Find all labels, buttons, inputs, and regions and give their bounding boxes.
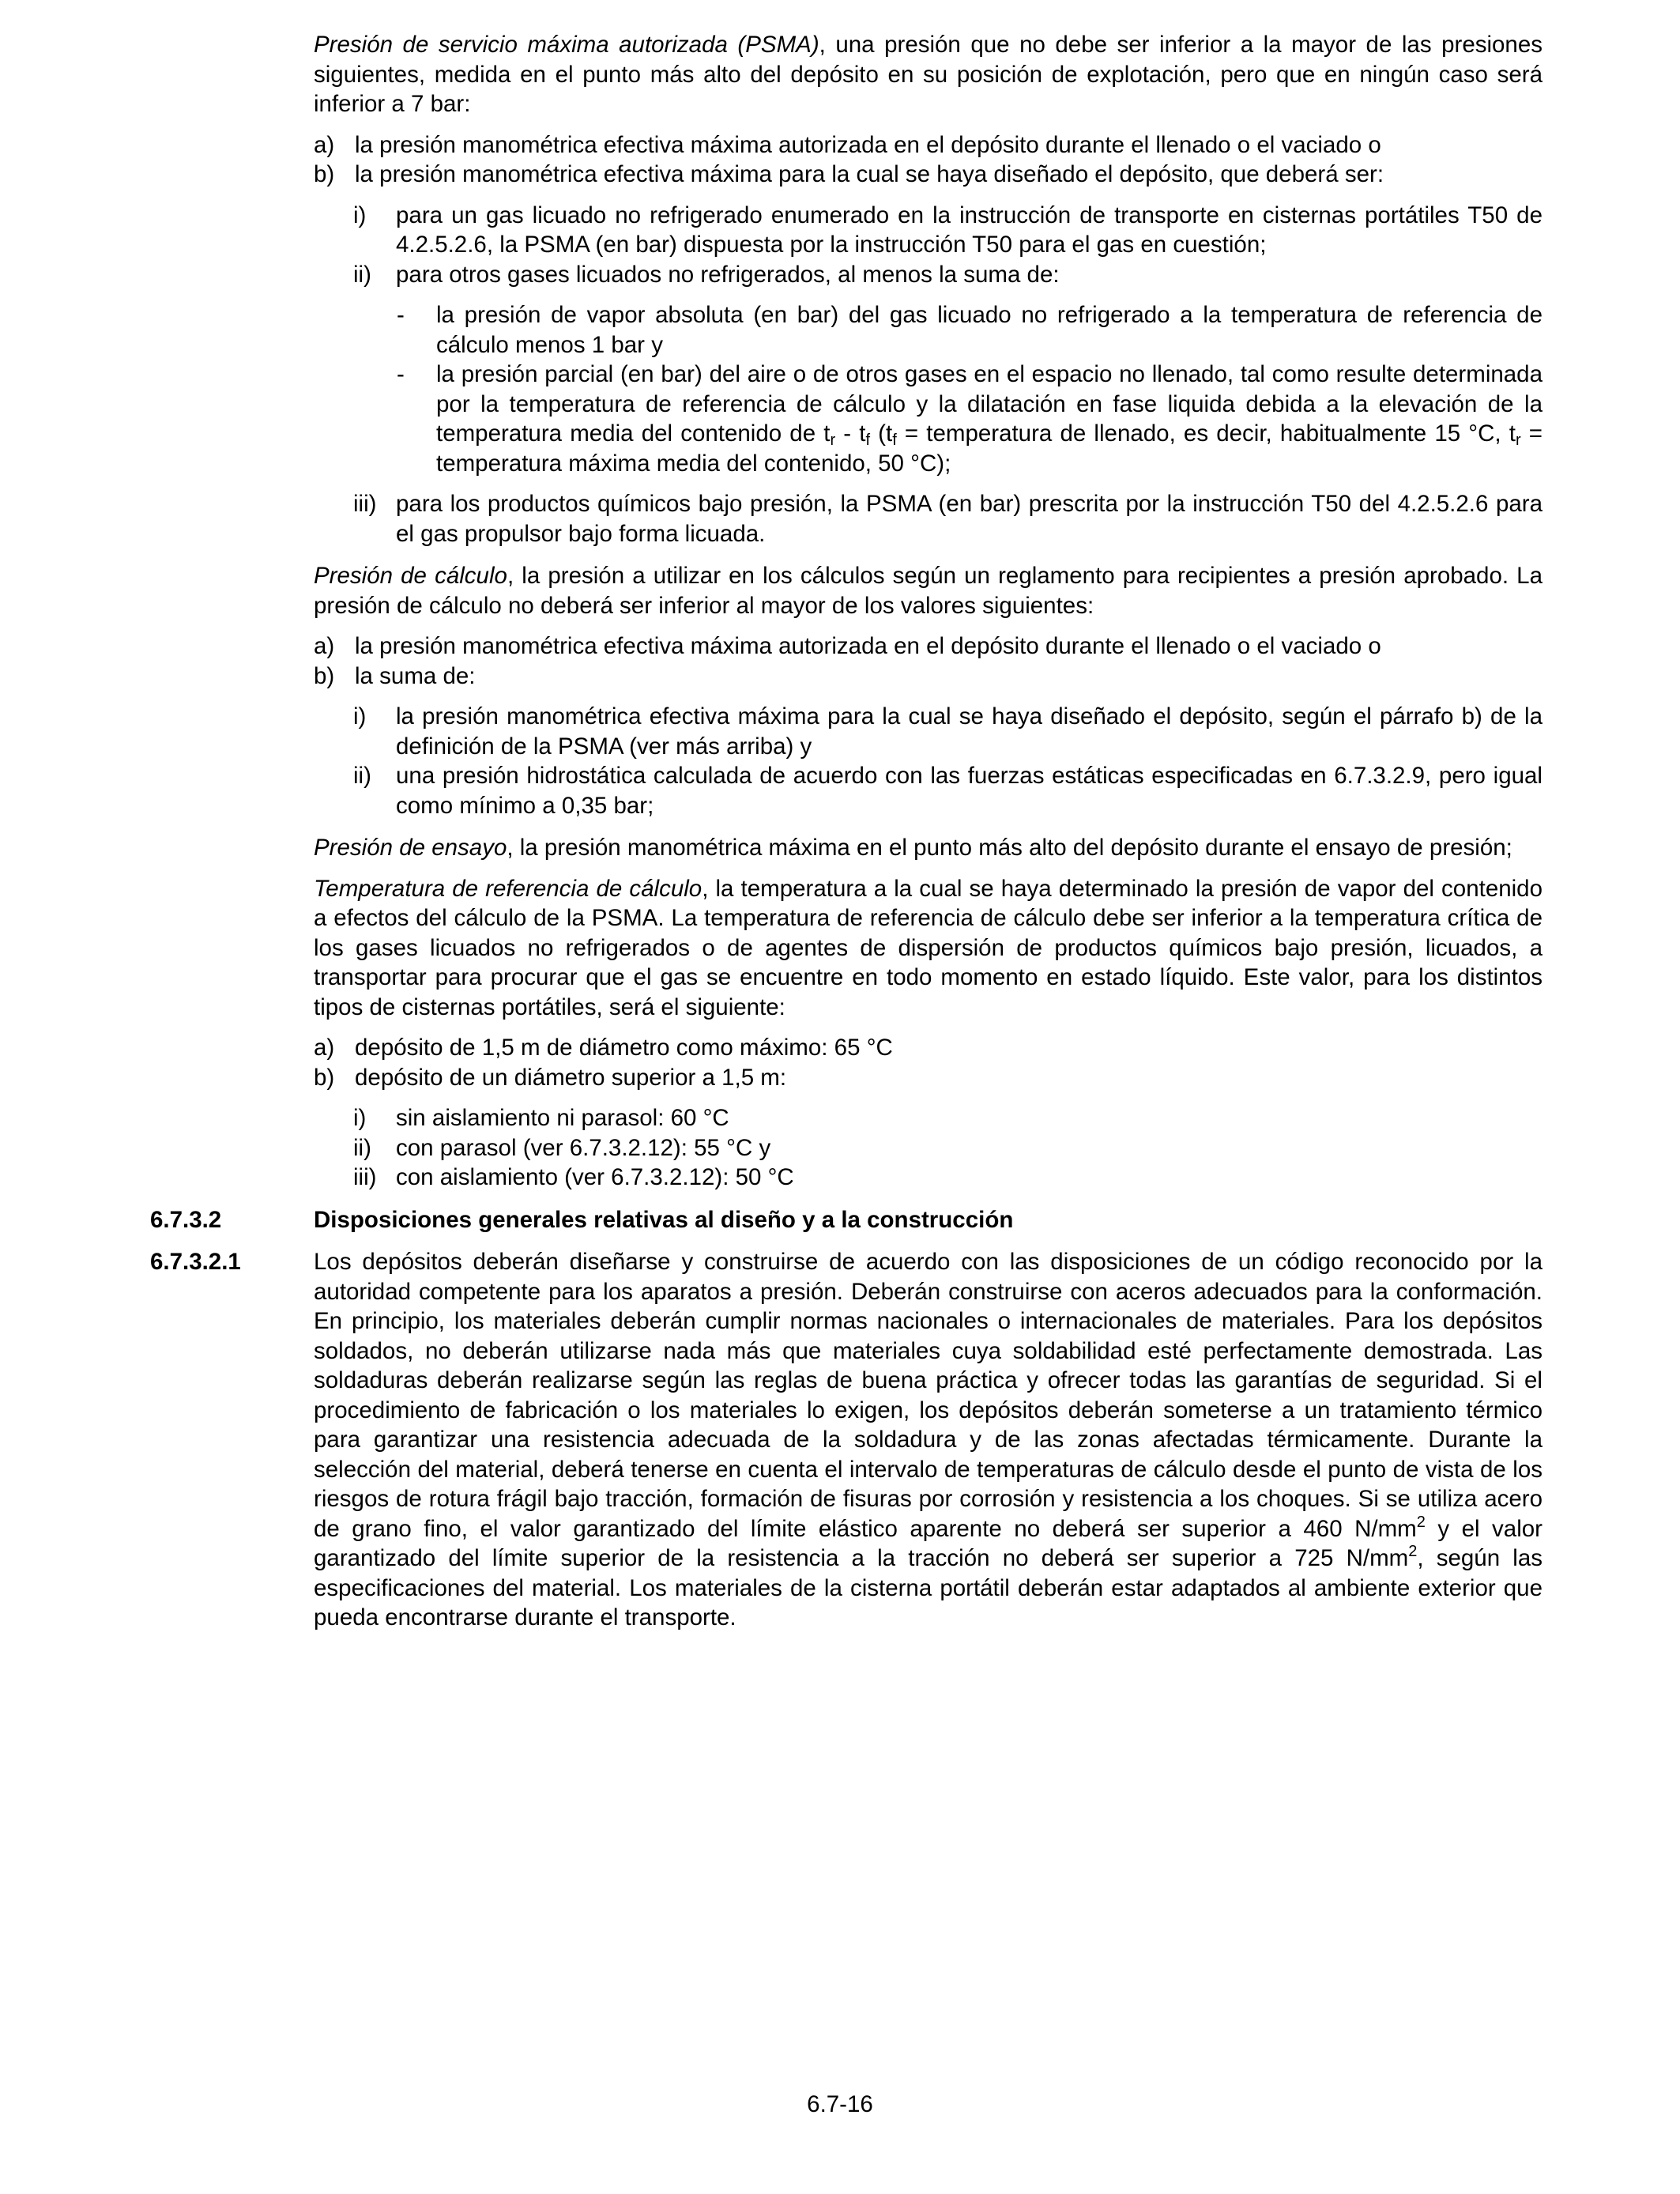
- psma-definition: [314, 30, 1543, 119]
- subsection-text-part-1: Los depósitos deberán diseñarse y construirse de acuerdo con las disposiciones de un código reconocido por la autoridad competente para los aparatos a presión. Deberán construirse con aceros adecuados para la conformación. En principio, los materiales deberán cumplir normas nacionales o internacionales de materiales. Para los depósitos soldados, no deberán utilizarse nada más que materiales cuya soldabilidad esté perfectamente demostrada. Las soldaduras deberán realizarse según las reglas de buena práctica y ofrecer todas las garantías de seguridad. Si el procedimiento de fabricación o los materiales lo exigen, los depósitos deberán someterse a un tratamiento térmico para garantizar una resistencia adecuada de la soldadura y de las zonas afectadas térmicamente. Durante la selección del material, deberá tenerse en cuenta el intervalo de temperaturas de cálculo desde el punto de vista de los riesgos de rotura frágil bajo tracción, formación de fisuras por corrosión y resistencia a los choques. Si se utiliza acero de grano fino, el valor garantizado del límite elástico aparente no deberá ser superior a 460 N/mm: [314, 1249, 1543, 1542]
- ensayo-text: , la presión manométrica máxima en el punto más alto del depósito durante el ensayo de presión;: [507, 835, 1512, 861]
- psma-text: , una presión que no debe ser inferior a la mayor de las presiones siguientes, medida en el punto más alto del depósito en su posición de explotación, pero que en ningún caso será inferior a 7 bar:: [314, 32, 1543, 117]
- temperatura-item-b-text: depósito de un diámetro superior a 1,5 m:: [355, 1064, 787, 1091]
- psma-item-b-text: la presión manométrica efectiva máxima para la cual se haya diseñado el depósito, que deberá ser:: [355, 161, 1384, 187]
- psma-dash-2-label: -: [397, 361, 405, 387]
- psma-dash-2-part-5: = temperatura máxima media del contenido, 50 °C);: [436, 420, 1543, 477]
- temperatura-item-b: [314, 1063, 1543, 1093]
- psma-dash-2-text: [436, 361, 1543, 477]
- ensayo-definition: [314, 833, 1543, 863]
- psma-dash-2: [314, 360, 1543, 478]
- calculo-term: Presión de cálculo: [314, 563, 507, 589]
- calculo-item-a-label: a): [314, 633, 335, 659]
- page-number: 6.7-16: [807, 2091, 873, 2117]
- psma-dash-2-part-4: = temperatura de llenado, es decir, habitualmente 15 °C, t: [896, 420, 1516, 447]
- psma-item-iii: [314, 489, 1543, 548]
- calculo-item-ii-text: una presión hidrostática calculada de acuerdo con las fuerzas estáticas especificadas en 6.7.3.2.9, pero igual como mínimo a 0,35 bar;: [396, 763, 1543, 819]
- psma-item-a-text: la presión manométrica efectiva máxima autorizada en el depósito durante el llenado o el vaciado o: [355, 131, 1381, 158]
- psma-dash-2-part-1: la presión parcial (en bar) del aire o de otros gases en el espacio no llenado, tal como resulte determinada por la temperatura de referencia de cálculo y la dilatación en fase liquida debida a la elevación de la temperatura media del contenido de t: [436, 361, 1543, 447]
- calculo-definition: [314, 561, 1543, 620]
- temperatura-item-i: [314, 1103, 1543, 1133]
- psma-item-ii-text: para otros gases licuados no refrigerados, al menos la suma de:: [396, 261, 1060, 288]
- calculo-text: , la presión a utilizar en los cálculos según un reglamento para recipientes a presión aprobado. La presión de cálculo no deberá ser inferior al mayor de los valores siguientes:: [314, 563, 1543, 619]
- psma-item-ii-label: ii): [353, 261, 371, 288]
- temperatura-item-i-text: sin aislamiento ni parasol: 60 °C: [396, 1105, 729, 1131]
- psma-dash-1-text: la presión de vapor absoluta (en bar) del gas licuado no refrigerado a la temperatura de referencia de cálculo menos 1 bar y: [436, 302, 1543, 358]
- section-number: 6.7.3.2: [150, 1206, 222, 1233]
- temperatura-item-iii-text: con aislamiento (ver 6.7.3.2.12): 50 °C: [396, 1164, 794, 1190]
- psma-dash-1-label: -: [397, 302, 405, 328]
- calculo-item-b: [314, 662, 1543, 692]
- psma-item-a-label: a): [314, 131, 335, 158]
- temperatura-item-ii-text: con parasol (ver 6.7.3.2.12): 55 °C y: [396, 1134, 771, 1161]
- psma-item-iii-text: para los productos químicos bajo presión, la PSMA (en bar) prescrita por la instrucción T50 del 4.2.5.2.6 para el gas propulsor bajo forma licuada.: [396, 491, 1543, 547]
- psma-item-i: [314, 201, 1543, 260]
- psma-item-ii: [314, 260, 1543, 290]
- temperatura-item-ii: [314, 1133, 1543, 1163]
- calculo-item-a: [314, 631, 1543, 662]
- subsection-sup-1: 2: [1416, 1513, 1426, 1531]
- subsection-text: [314, 1249, 1543, 1630]
- calculo-item-b-label: b): [314, 662, 335, 689]
- psma-item-i-label: i): [353, 202, 367, 228]
- psma-dash-2-part-3: (t: [870, 420, 893, 447]
- subsection-number: 6.7.3.2.1: [150, 1249, 241, 1275]
- temperatura-item-iii-label: iii): [353, 1164, 377, 1190]
- section-title: Disposiciones generales relativas al diseño y a la construcción: [314, 1206, 1014, 1233]
- temperatura-item-iii: [314, 1163, 1543, 1193]
- psma-dash-1: [314, 300, 1543, 360]
- calculo-item-ii-label: ii): [353, 763, 371, 789]
- temperatura-item-b-label: b): [314, 1064, 335, 1091]
- calculo-item-b-text: la suma de:: [355, 662, 476, 689]
- subsection-sup-2: 2: [1408, 1543, 1418, 1560]
- psma-item-iii-label: iii): [353, 491, 377, 517]
- page-body: [150, 30, 1543, 1633]
- psma-dash-2-part-2: - t: [835, 420, 866, 447]
- subsection-paragraph: [150, 1247, 1543, 1633]
- psma-item-a: [314, 130, 1543, 160]
- calculo-item-i-label: i): [353, 703, 367, 729]
- psma-dash-2-sub-f: f: [865, 432, 871, 449]
- calculo-item-i-text: la presión manométrica efectiva máxima para la cual se haya diseñado el depósito, según el párrafo b) de la definición de la PSMA (ver más arriba) y: [396, 703, 1543, 760]
- psma-item-i-text: para un gas licuado no refrigerado enumerado en la instrucción de transporte en cisternas portátiles T50 de 4.2.5.2.6, la PSMA (en bar) dispuesta por la instrucción T50 para el gas en cuestión;: [396, 202, 1543, 258]
- temperatura-item-a-text: depósito de 1,5 m de diámetro como máximo: 65 °C: [355, 1035, 893, 1061]
- calculo-item-i: [314, 702, 1543, 761]
- temperatura-item-a-label: a): [314, 1035, 335, 1061]
- psma-term: Presión de servicio máxima autorizada (PSMA): [314, 32, 819, 58]
- psma-item-b-label: b): [314, 161, 335, 187]
- psma-dash-2-sub-r: r: [830, 432, 836, 449]
- subsection-text-part-3: , según las especificaciones del material. Los materiales de la cisterna portátil deberán estar adaptados al ambiente exterior que pueda encontrarse durante el transporte.: [314, 1545, 1543, 1630]
- ensayo-term: Presión de ensayo: [314, 835, 507, 861]
- subsection-text-part-2: y el valor garantizado del límite superior de la resistencia a la tracción no deberá ser superior a 725 N/mm: [314, 1515, 1543, 1571]
- temperatura-text: , la temperatura a la cual se haya determinado la presión de vapor del contenido a efectos del cálculo de la PSMA. La temperatura de referencia de cálculo debe ser inferior a la temperatura crítica de los gases licuados no refrigerados o de agentes de dispersión de productos químicos bajo presión, licuados, a transportar para procurar que el gas se encuentre en todo momento en estado líquido. Este valor, para los distintos tipos de cisternas portátiles, será el siguiente:: [314, 875, 1543, 1020]
- psma-dash-2-sub-f2: f: [892, 432, 897, 449]
- psma-dash-2-sub-r2: r: [1515, 432, 1521, 449]
- calculo-item-a-text: la presión manométrica efectiva máxima autorizada en el depósito durante el llenado o el vaciado o: [355, 633, 1381, 659]
- section-heading: [150, 1205, 1543, 1235]
- psma-item-b: [314, 160, 1543, 190]
- temperatura-term: Temperatura de referencia de cálculo: [314, 875, 703, 902]
- temperatura-item-a: [314, 1033, 1543, 1063]
- temperatura-item-ii-label: ii): [353, 1134, 371, 1161]
- calculo-item-ii: [314, 761, 1543, 820]
- temperatura-definition: [314, 874, 1543, 1023]
- temperatura-item-i-label: i): [353, 1105, 367, 1131]
